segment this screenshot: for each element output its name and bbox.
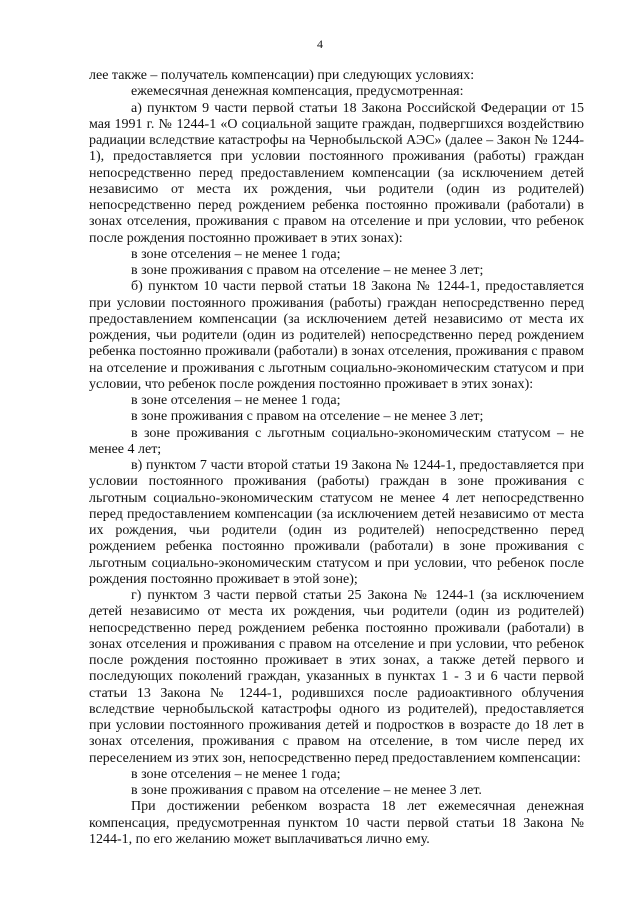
paragraph-age-18-payment: При достижении ребенком возраста 18 лет ежемесячная денежная компенсация, предусмотренная пунктом 10 части первой статьи 18 Закона № 1244-1, по его желанию может выплачиваться лично ему. [89, 799, 584, 847]
paragraph-intro: лее также – получатель компенсации) при следующих условиях: [89, 68, 475, 83]
paragraph-g-resettlement-zone: в зоне отселения – не менее 1 года; [131, 766, 341, 782]
paragraph-item-v: в) пунктом 7 части второй статьи 19 Закона № 1244-1, предоставляется при условии постоянного проживания (работы) граждан в зоне проживания с льготным социально-экономическим статусом не менее 4 лет непосредственно перед предоставлением компенсации (за исключением детей независимо от места их рождения, чьи родители (один из родителей) непосредственно перед рождением ребенка постоянно проживали (работали) в зоне проживания с льготным социально-экономическим статусом и при условии, что ребенок после рождения постоянно проживает в этой зоне); [89, 458, 584, 587]
paragraph-item-a: а) пунктом 9 части первой статьи 18 Закона Российской Федерации от 15 мая 1991 г. № 1244-1 «О социальной защите граждан, подвергшихся воздействию радиации вследствие катастрофы на Чернобыльской АЭС» (далее – Закон № 1244-1), предоставляется при условии постоянного проживания (работы) граждан непосредственно перед предоставлением компенсации (за исключением детей независимо от места их рождения, чьи родители (один из родителей) непосредственно перед рождением ребенка постоянно проживали (работали) в зонах отселения, проживания с правом на отселение и при условии, что ребенок после рождения постоянно проживает в этих зонах): [89, 100, 584, 246]
paragraph-g-right-to-resettle-zone: в зоне проживания с правом на отселение – не менее 3 лет. [131, 783, 482, 798]
paragraph-item-b: б) пунктом 10 части первой статьи 18 Закона № 1244-1, предоставляется при условии постоянного проживания (работы) граждан непосредственно перед предоставлением компенсации (за исключением детей независимо от места их рождения, чьи родители (один из родителей) непосредственно перед рождением ребенка постоянно проживали (работали) в зонах отселения, проживания с правом на отселение и проживания с льготным социально-экономическим статусом и при условии, что ребенок после рождения постоянно проживает в этих зонах): [89, 279, 584, 392]
paragraph-a-right-to-resettle-zone: в зоне проживания с правом на отселение – не менее 3 лет; [131, 263, 484, 278]
page-number: 4 [317, 37, 323, 51]
paragraph-a-resettlement-zone: в зоне отселения – не менее 1 года; [131, 246, 341, 262]
paragraph-compensation-lead: ежемесячная денежная компенсация, предусмотренная: [131, 84, 464, 100]
paragraph-b-right-to-resettle-zone: в зоне проживания с правом на отселение – не менее 3 лет; [131, 409, 484, 425]
paragraph-b-preferential-status-zone: в зоне проживания с льготным социально-экономическим статусом – не менее 4 лет; [89, 425, 584, 457]
paragraph-b-resettlement-zone: в зоне отселения – не менее 1 года; [131, 393, 341, 408]
paragraph-item-g: г) пунктом 3 части первой статьи 25 Закона № 1244-1 (за исключением детей независимо от места их рождения, чьи родители (один из родителей) непосредственно перед рождением ребенка постоянно проживали (работали) в зонах отселения и проживания с правом на отселение и при условии, что ребенок после рождения постоянно проживает в этих зонах, а также детей первого и последующих поколений граждан, указанных в пунктах 1 - 3 и 6 части первой статьи 13 Закона № 1244-1, родившихся после радиоактивного облучения вследствие чернобыльской катастрофы одного из родителей), предоставляется при условии постоянного проживания детей и подростков в возрасте до 18 лет в зонах отселения, проживания с правом на отселение, в том числе перед их переселением из этих зон, непосредственно перед предоставлением компенсации: [89, 588, 584, 766]
document-body [89, 68, 584, 848]
